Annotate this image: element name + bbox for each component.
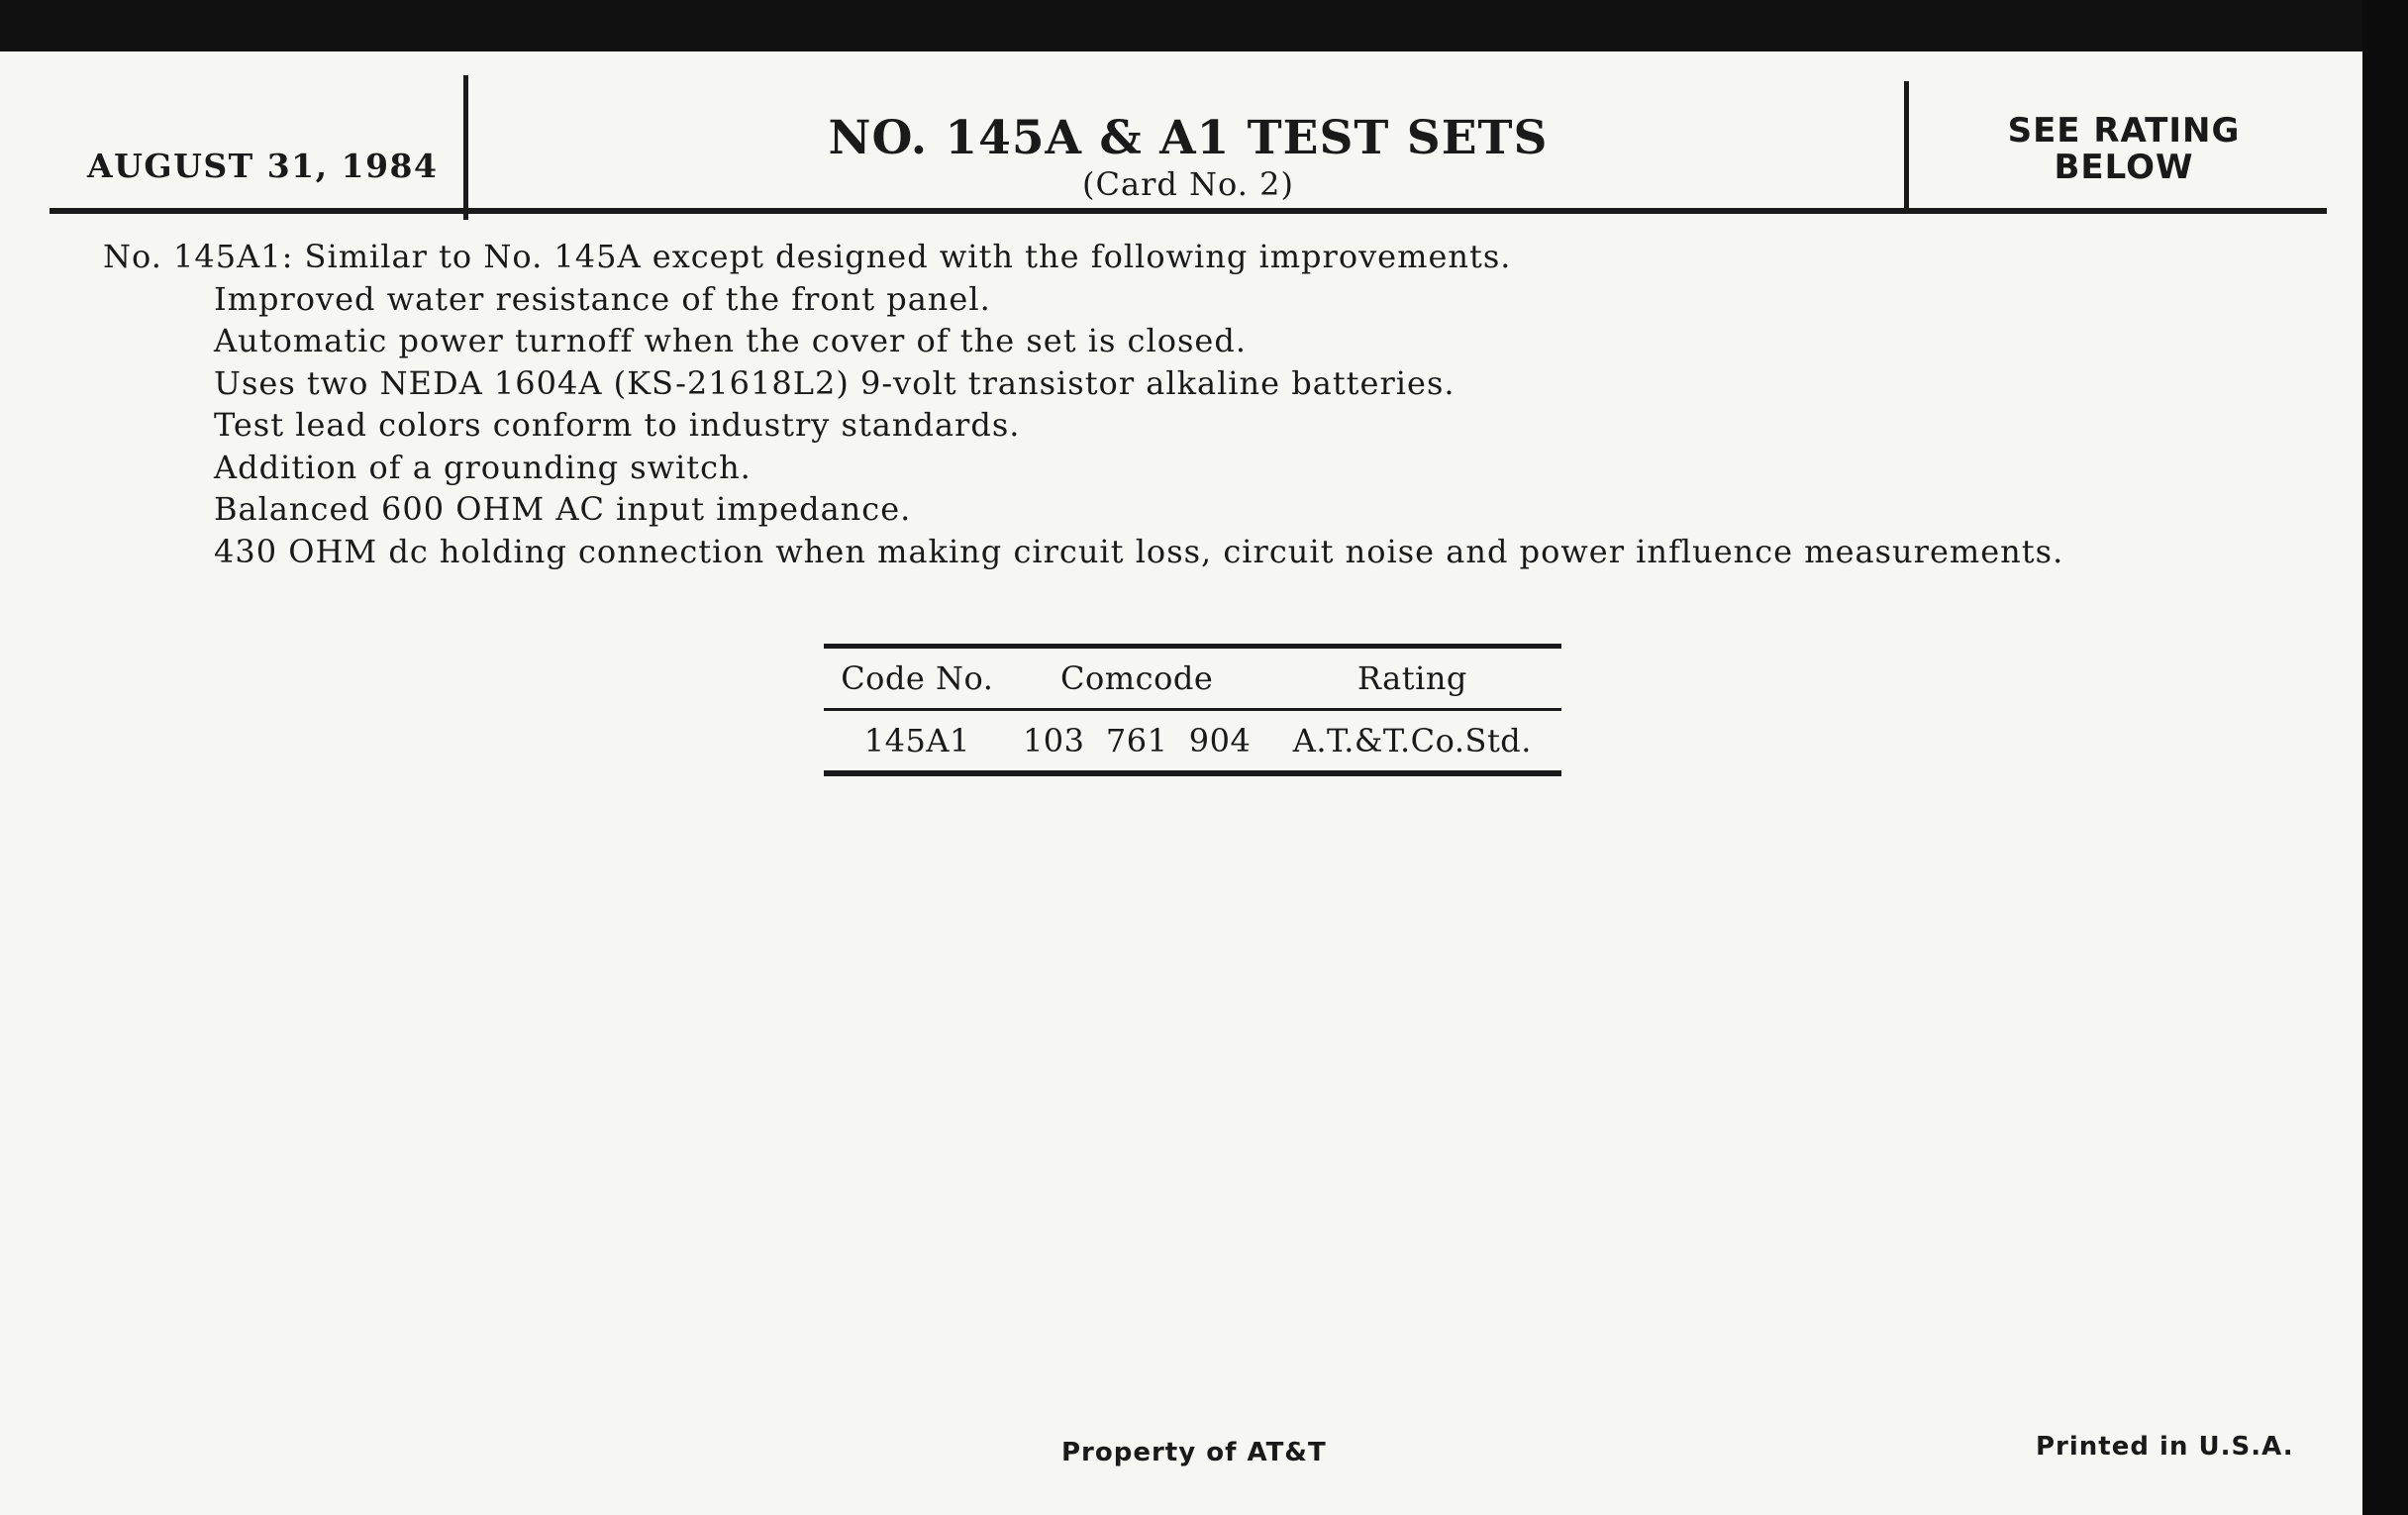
rating-note-line-2: BELOW xyxy=(2054,148,2194,187)
cell-rating: A.T.&T.Co.Std. xyxy=(1292,722,1532,759)
description xyxy=(103,236,2063,572)
table-row xyxy=(824,710,1561,774)
rating-note-line-1: SEE RATING xyxy=(2007,111,2241,151)
cell-code-no: 145A1 xyxy=(863,722,970,759)
footer-printed: Printed in U.S.A. xyxy=(2036,1432,2294,1462)
column-header-rating: Rating xyxy=(1263,647,1561,710)
footer-property: Property of AT&T xyxy=(1061,1438,1327,1467)
card-header xyxy=(50,75,2327,244)
table-header-row xyxy=(824,647,1561,710)
list-item: Test lead colors conform to industry standards. xyxy=(214,406,1021,444)
list-item: 430 OHM dc holding connection when making circuit loss, circuit noise and power influence measurements. xyxy=(214,532,2064,570)
rating-table xyxy=(824,644,1561,776)
header-divider-left xyxy=(463,75,468,220)
title-block xyxy=(475,113,1901,204)
scan-background-edge xyxy=(2362,0,2408,1515)
card-number: (Card No. 2) xyxy=(1082,165,1294,203)
column-header-code-no: Code No. xyxy=(824,647,1011,710)
list-item: Uses two NEDA 1604A (KS-21618L2) 9-volt transistor alkaline batteries. xyxy=(214,363,1455,402)
list-item: Balanced 600 OHM AC input impedance. xyxy=(214,490,912,528)
list-item: Automatic power turnoff when the cover of the set is closed. xyxy=(214,322,1247,359)
header-divider-right xyxy=(1904,81,1909,210)
page-title: NO. 145A & A1 TEST SETS xyxy=(828,111,1549,165)
rating-note xyxy=(1916,113,2332,186)
list-item: Improved water resistance of the front panel. xyxy=(214,279,991,318)
header-rule xyxy=(50,208,2327,214)
improvement-list xyxy=(103,278,2063,573)
description-intro: No. 145A1: Similar to No. 145A except designed with the following improvements. xyxy=(103,238,1512,275)
catalog-card xyxy=(0,51,2362,1515)
issue-date: AUGUST 31, 1984 xyxy=(87,147,439,185)
list-item: Addition of a grounding switch. xyxy=(214,448,752,486)
cell-comcode: 103 761 904 xyxy=(1022,722,1252,759)
column-header-comcode: Comcode xyxy=(1011,647,1263,710)
